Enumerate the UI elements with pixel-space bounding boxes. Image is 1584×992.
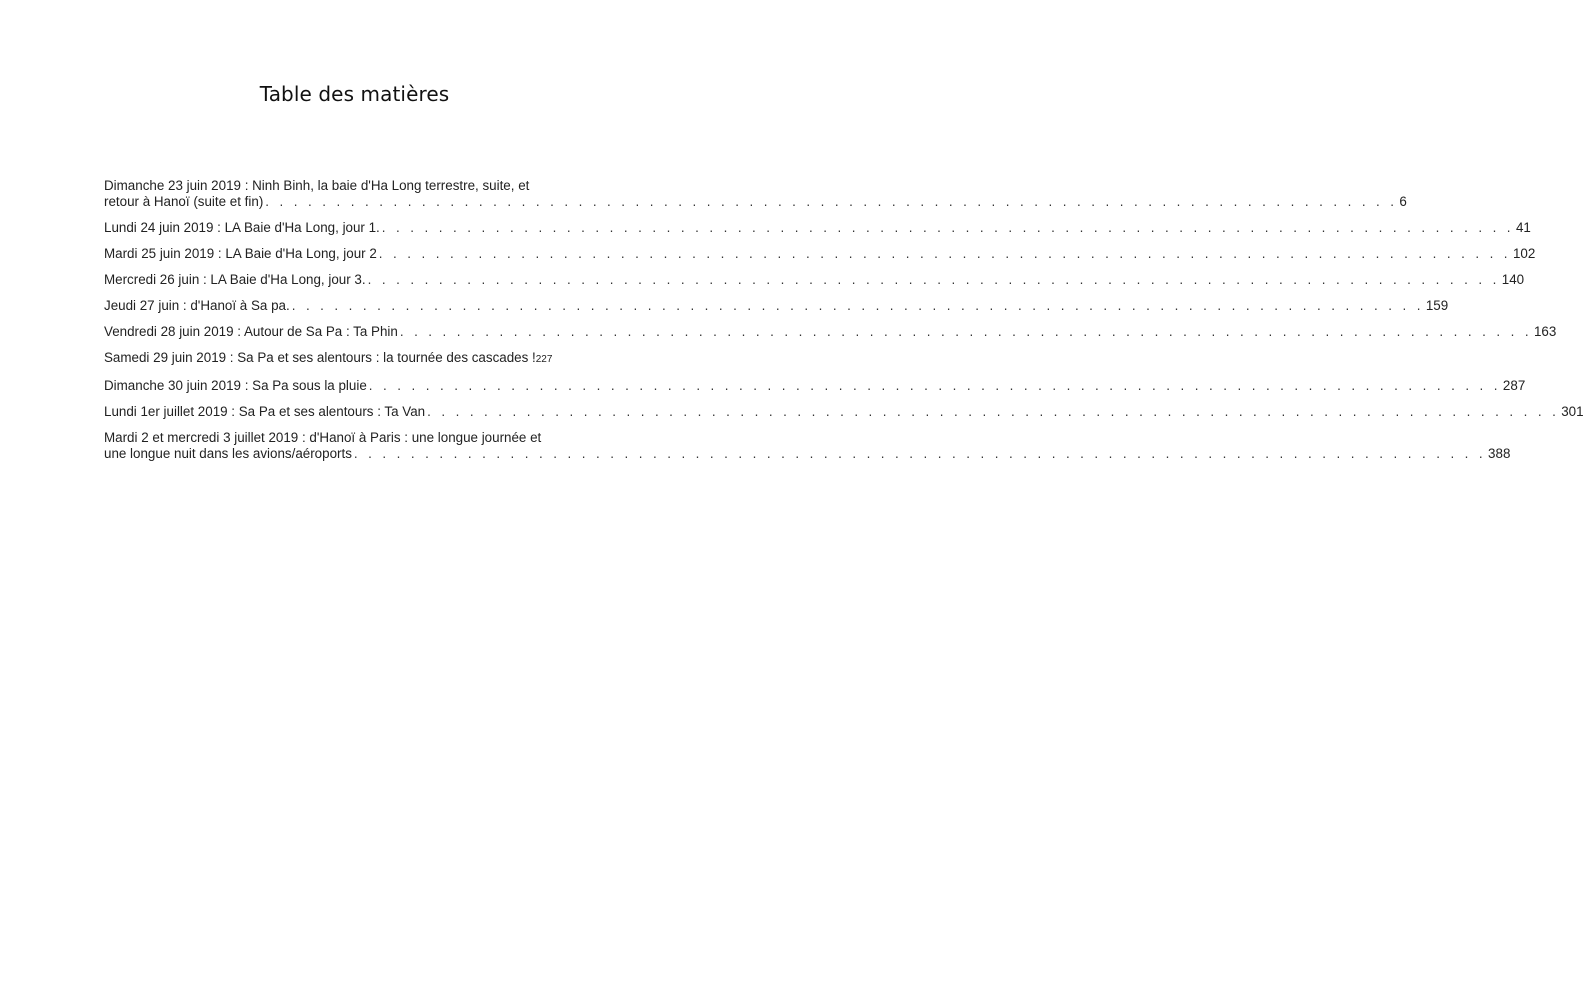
toc-entry[interactable]	[104, 272, 1525, 288]
toc-entry-text: Samedi 29 juin 2019 : Sa Pa et ses alentours : la tournée des cascades !	[104, 350, 536, 365]
toc-page-number: 159	[1425, 298, 1449, 313]
toc-entry-text: Jeudi 27 juin : d'Hanoï à Sa pa.	[104, 298, 290, 313]
toc-leader-dots: . . . . . . . . . . . . . . . . . . . . . . . . . . . . . . . . . . . . . . . . . . . . . . . . . . . . . . . . . . . . . . . . . . . . . . . . . . . . . . . .	[367, 272, 1500, 287]
toc-entry[interactable]	[104, 246, 1536, 262]
toc-entry-text: une longue nuit dans les avions/aéroports	[104, 446, 352, 461]
toc-entry[interactable]	[104, 178, 1407, 210]
toc-entry-text: Lundi 24 juin 2019 : LA Baie d'Ha Long, jour 1.	[104, 220, 380, 235]
toc-entry[interactable]	[104, 350, 604, 368]
toc-page-number: 388	[1488, 446, 1511, 461]
toc-page-number: 301	[1561, 404, 1584, 419]
toc-list	[104, 178, 1584, 472]
toc-entry-text: Dimanche 30 juin 2019 : Sa Pa sous la pluie	[104, 378, 367, 393]
toc-entry[interactable]	[104, 220, 1531, 236]
toc-page-number: 102	[1512, 246, 1536, 261]
toc-page-number: 140	[1501, 272, 1525, 287]
toc-page-number: 41	[1515, 220, 1531, 235]
toc-entry[interactable]	[104, 378, 1526, 394]
toc-leader-dots: . . . . . . . . . . . . . . . . . . . . . . . . . . . . . . . . . . . . . . . . . . . . . . . . . . . . . . . . . . . . . . . . . . . . . . . . . . . . . . . .	[427, 404, 1560, 419]
toc-entry[interactable]	[104, 430, 1511, 462]
toc-entry-text: Lundi 1er juillet 2019 : Sa Pa et ses alentours : Ta Van	[104, 404, 426, 419]
toc-entry-text-line1: Mardi 2 et mercredi 3 juillet 2019 : d'Hanoï à Paris : une longue journée et	[104, 430, 542, 445]
toc-entry-text-line1: Dimanche 23 juin 2019 : Ninh Binh, la baie d'Ha Long terrestre, suite, et	[104, 178, 530, 193]
toc-title: Table des matières	[259, 82, 450, 106]
toc-entry-text: Vendredi 28 juin 2019 : Autour de Sa Pa : Ta Phin	[104, 324, 398, 339]
toc-page-number: 227	[535, 354, 553, 365]
toc-leader-dots: . . . . . . . . . . . . . . . . . . . . . . . . . . . . . . . . . . . . . . . . . . . . . . . . . . . . . . . . . . . . . . . . . . . . . . . . . . . . . . . .	[265, 194, 1398, 209]
toc-page-number: 163	[1533, 324, 1557, 339]
toc-page-number: 287	[1502, 378, 1526, 393]
toc-leader-dots: . . . . . . . . . . . . . . . . . . . . . . . . . . . . . . . . . . . . . . . . . . . . . . . . . . . . . . . . . . . . . . . . . . . . . . . . . . . . . . . .	[353, 446, 1487, 461]
toc-page-number: 6	[1399, 194, 1407, 209]
toc-leader-dots: . . . . . . . . . . . . . . . . . . . . . . . . . . . . . . . . . . . . . . . . . . . . . . . . . . . . . . . . . . . . . . . . . . . . . . . . . . . . . . . .	[399, 324, 1532, 339]
toc-entry-text: Mardi 25 juin 2019 : LA Baie d'Ha Long, jour 2	[104, 246, 377, 261]
toc-entry[interactable]	[104, 298, 1449, 314]
toc-leader-dots: . . . . . . . . . . . . . . . . . . . . . . . . . . . . . . . . . . . . . . . . . . . . . . . . . . . . . . . . . . . . . . . . . . . . . . . . . . . . . . . .	[381, 220, 1514, 235]
toc-leader-dots: . . . . . . . . . . . . . . . . . . . . . . . . . . . . . . . . . . . . . . . . . . . . . . . . . . . . . . . . . . . . . . . . . . . . . . . . . . . . . . . .	[291, 298, 1424, 313]
toc-entry-text: retour à Hanoï (suite et fin)	[104, 194, 264, 209]
toc-entry[interactable]	[104, 404, 1584, 420]
toc-leader-dots: . . . . . . . . . . . . . . . . . . . . . . . . . . . . . . . . . . . . . . . . . . . . . . . . . . . . . . . . . . . . . . . . . . . . . . . . . . . . . . . .	[378, 246, 1511, 261]
toc-entry-text: Mercredi 26 juin : LA Baie d'Ha Long, jour 3.	[104, 272, 366, 287]
toc-leader-dots: . . . . . . . . . . . . . . . . . . . . . . . . . . . . . . . . . . . . . . . . . . . . . . . . . . . . . . . . . . . . . . . . . . . . . . . . . . . . . . . .	[368, 378, 1501, 393]
toc-entry[interactable]	[104, 324, 1557, 340]
